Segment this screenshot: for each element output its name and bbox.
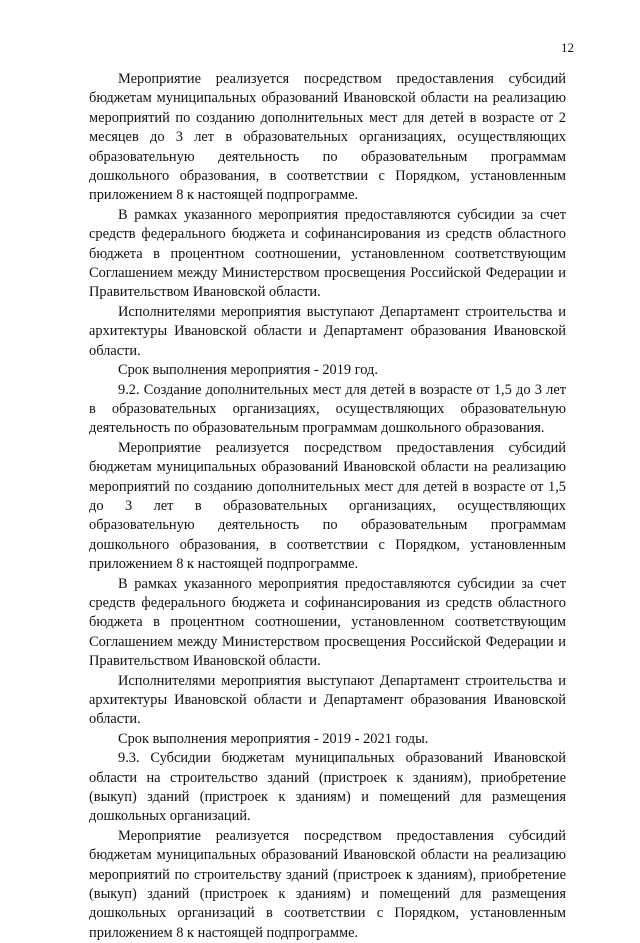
paragraph-construction-subsidy: Мероприятие реализуется посредством предоставления субсидий бюджетам муниципальных образований Ивановской области на реализацию мероприятий по строительству зданий (пристроек к зданиям), приобретение (выкуп) зданий (пристроек к зданиям) и помещений для размещения дошкольных организаций в соответствии с Порядком, установленным приложением 8 к настоящей подпрограмме.	[89, 827, 566, 941]
paragraph-executors: Исполнителями мероприятия выступают Департамент строительства и архитектуры Ивановской области и Департамент образования Ивановской области.	[89, 303, 566, 359]
paragraph-subsidy-2-months: Мероприятие реализуется посредством предоставления субсидий бюджетам муниципальных образований Ивановской области на реализацию мероприятий по созданию дополнительных мест для детей в возрасте от 2 месяцев до 3 лет в образовательных организациях, осуществляющих образовательную деятельность по образовательным программам дошкольного образования, в соответствии с Порядком, установленным приложением 8 к настоящей подпрограмме.	[89, 71, 566, 204]
section-heading-9-3: 9.3. Субсидии бюджетам муниципальных образований Ивановской области на строительство зданий (пристроек к зданиям), приобретение (выкуп) зданий (пристроек к зданиям) и помещений для размещения дошкольных организаций.	[89, 750, 566, 825]
section-heading-9-2: 9.2. Создание дополнительных мест для детей в возрасте от 1,5 до 3 лет в образовательных организациях, осуществляющих образовательную деятельность по образовательным программам дошкольного образования.	[89, 381, 566, 437]
paragraph-federal-funding: В рамках указанного мероприятия предоставляются субсидии за счет средств федерального бюджета и софинансирования из средств областного бюджета в процентном соотношении, установленном соответствующим Соглашением между Министерством просвещения Российской Федерации и Правительством Ивановской области.	[89, 575, 566, 670]
paragraph-deadline: Срок выполнения мероприятия - 2019 - 2021 годы.	[118, 730, 429, 747]
paragraph-subsidy-1-5-years: Мероприятие реализуется посредством предоставления субсидий бюджетам муниципальных образований Ивановской области на реализацию мероприятий по созданию дополнительных мест для детей в возрасте от 1,5 до 3 лет в образовательных организациях, осуществляющих образовательную деятельность по образовательным программам дошкольного образования, в соответствии с Порядком, установленным приложением 8 к настоящей подпрограмме.	[89, 439, 566, 573]
document-body	[89, 70, 566, 943]
paragraph-executors: Исполнителями мероприятия выступают Департамент строительства и архитектуры Ивановской области и Департамент образования Ивановской области.	[89, 672, 566, 728]
paragraph-deadline: Срок выполнения мероприятия - 2019 год.	[118, 362, 378, 379]
paragraph-federal-funding: В рамках указанного мероприятия предоставляются субсидии за счет средств федерального бюджета и софинансирования из средств областного бюджета в процентном соотношении, установленном соответствующим Соглашением между Министерством просвещения Российской Федерации и Правительством Ивановской области.	[89, 206, 566, 301]
page-number: 12	[561, 40, 574, 55]
